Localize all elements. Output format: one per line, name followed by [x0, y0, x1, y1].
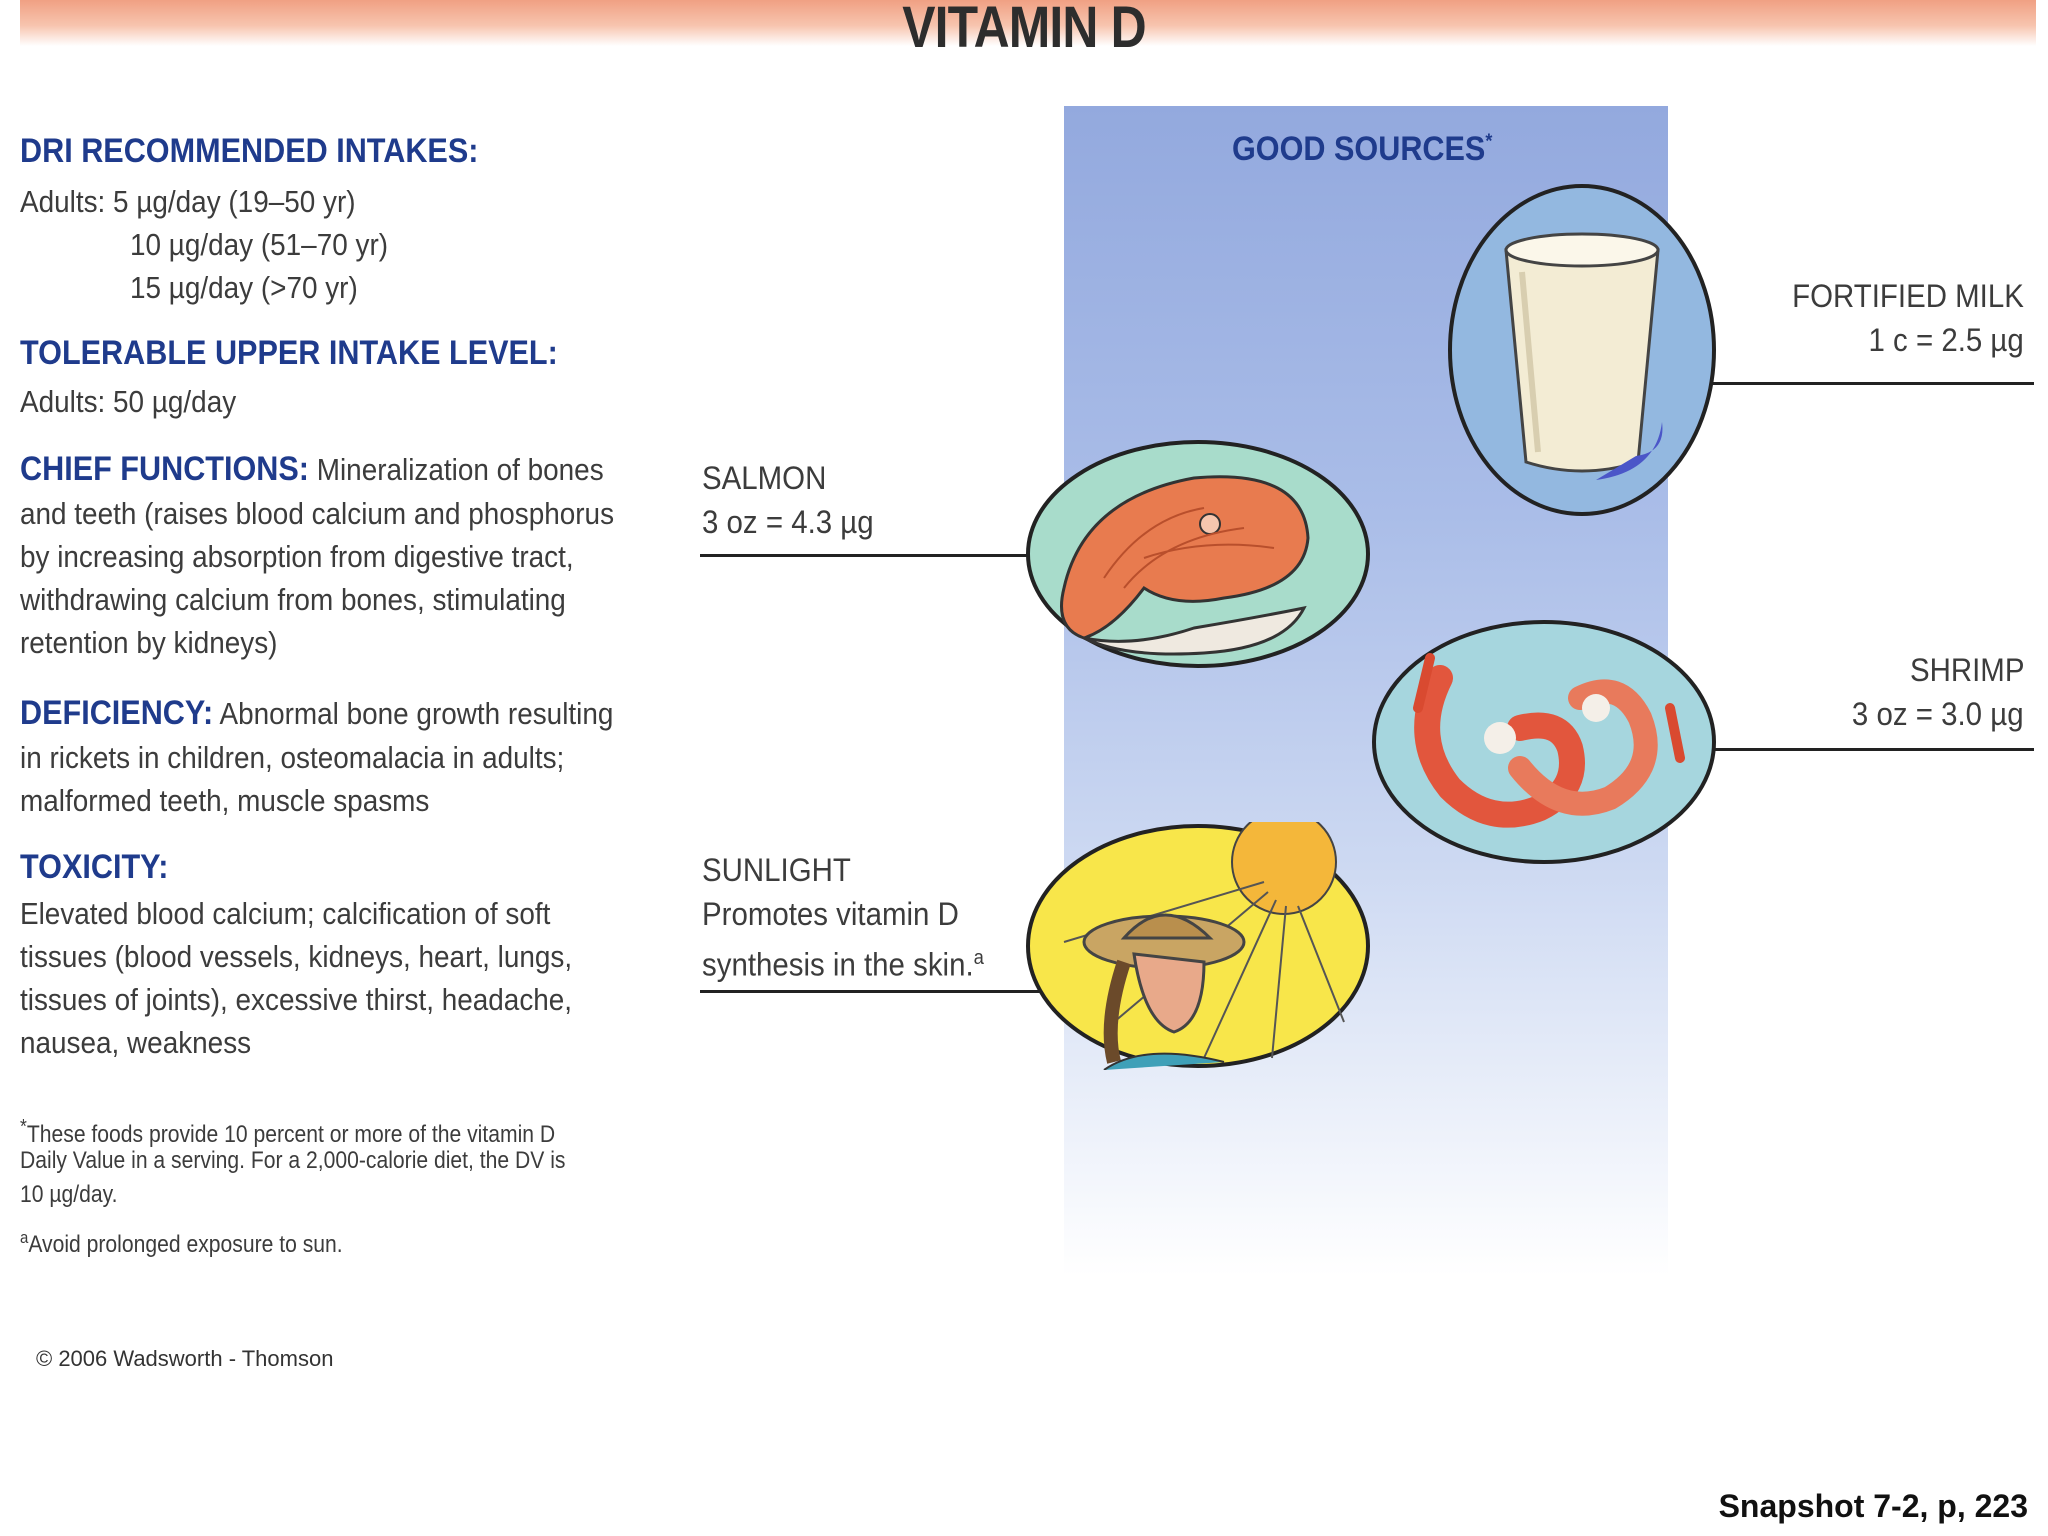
ul-heading: TOLERABLE UPPER INTAKE LEVEL:	[20, 334, 558, 372]
toxicity-line-4: nausea, weakness	[20, 1025, 252, 1060]
toxicity-line-2: tissues (blood vessels, kidneys, heart, lungs,	[20, 939, 573, 974]
sunlight-line-1: Promotes vitamin D	[702, 896, 959, 932]
footnote-a-line	[20, 1221, 343, 1262]
functions-line-5: retention by kidneys)	[20, 625, 278, 660]
footnote-star-line-3: 10 µg/day.	[20, 1181, 118, 1208]
sunlight-leader-line	[700, 990, 1040, 993]
shrimp-amount: 3 oz = 3.0 µg	[1852, 696, 2024, 732]
sunlight-name: SUNLIGHT	[702, 852, 851, 888]
salmon-steak-icon	[1024, 438, 1372, 670]
dri-line-1: Adults: 5 µg/day (19–50 yr)	[20, 184, 356, 219]
milk-glass-icon	[1446, 182, 1718, 518]
functions-first-text: Mineralization of bones	[308, 452, 604, 487]
good-sources-heading	[1232, 130, 1492, 169]
functions-line-3: by increasing absorption from digestive tract,	[20, 539, 574, 574]
dri-line-2: 10 µg/day (51–70 yr)	[130, 227, 389, 262]
deficiency-line-2: in rickets in children, osteomalacia in adults;	[20, 740, 565, 775]
footnote-a-mark: a	[20, 1228, 29, 1247]
deficiency-first-text: Abnormal bone growth resulting	[213, 696, 614, 731]
milk-amount: 1 c = 2.5 µg	[1868, 322, 2024, 358]
functions-first-line	[20, 448, 604, 491]
sunlight-woman-icon	[1024, 822, 1372, 1070]
footnote-a-text: Avoid prolonged exposure to sun.	[28, 1231, 343, 1258]
footnote-star-line-2: Daily Value in a serving. For a 2,000-calorie diet, the DV is	[20, 1147, 566, 1174]
toxicity-heading: TOXICITY:	[20, 848, 169, 886]
milk-leader-line	[1712, 382, 2034, 385]
deficiency-line-3: malformed teeth, muscle spasms	[20, 783, 430, 818]
copyright: © 2006 Wadsworth - Thomson	[36, 1346, 334, 1371]
functions-line-4: withdrawing calcium from bones, stimulating	[20, 582, 566, 617]
deficiency-first-line	[20, 692, 613, 735]
snapshot-reference: Snapshot 7-2, p, 223	[1718, 1488, 2028, 1524]
sunlight-mark: a	[973, 947, 984, 969]
good-sources-mark: *	[1485, 130, 1493, 153]
toxicity-line-1: Elevated blood calcium; calcification of soft	[20, 896, 551, 931]
footnote-star-text-1: These foods provide 10 percent or more of the vitamin D	[26, 1121, 556, 1148]
salmon-leader-line	[700, 554, 1030, 557]
salmon-amount: 3 oz = 4.3 µg	[702, 504, 874, 540]
dri-line-3: 15 µg/day (>70 yr)	[130, 270, 358, 305]
shrimp-icon	[1370, 618, 1718, 866]
deficiency-heading: DEFICIENCY:	[20, 694, 214, 732]
milk-name: FORTIFIED MILK	[1792, 278, 2024, 314]
functions-heading: CHIEF FUNCTIONS:	[20, 450, 309, 488]
dri-heading: DRI RECOMMENDED INTAKES:	[20, 132, 479, 170]
sunlight-line-2	[702, 936, 984, 987]
salmon-name: SALMON	[702, 460, 827, 496]
shrimp-leader-line	[1712, 748, 2034, 751]
sunlight-line-2-text: synthesis in the skin.	[702, 946, 974, 983]
footnote-star-mark: *	[20, 1116, 27, 1138]
functions-line-2: and teeth (raises blood calcium and phosphorus	[20, 496, 615, 531]
toxicity-line-3: tissues of joints), excessive thirst, headache,	[20, 982, 573, 1017]
good-sources-text: GOOD SOURCES	[1232, 130, 1486, 168]
page-title: VITAMIN D	[902, 0, 1146, 60]
ul-line-1: Adults: 50 µg/day	[20, 384, 237, 419]
shrimp-name: SHRIMP	[1909, 652, 2024, 688]
